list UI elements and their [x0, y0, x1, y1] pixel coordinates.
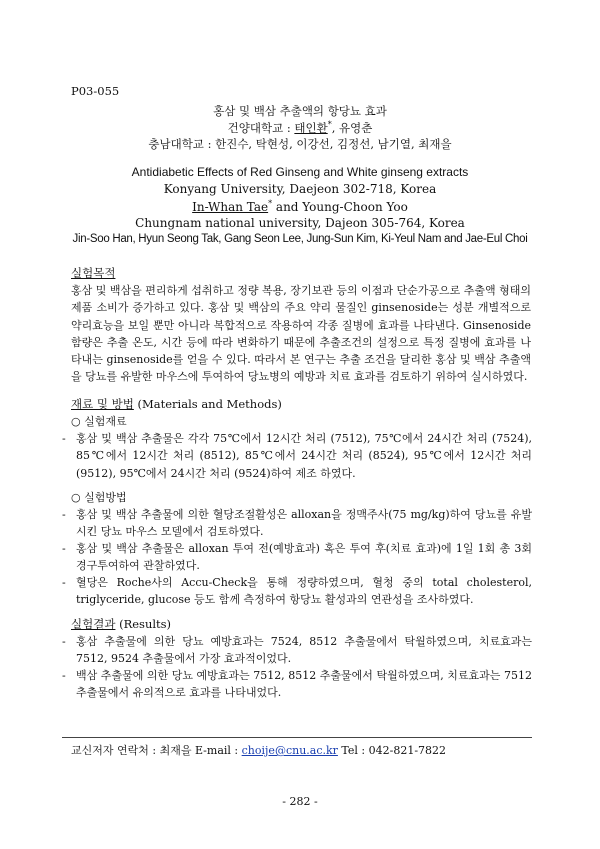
materials-label: ○ 실험재료: [71, 415, 127, 428]
results-heading: [71, 616, 171, 632]
email-link[interactable]: choije@cnu.ac.kr: [241, 744, 338, 757]
methods-item-text: 홍삼 및 백삼 추출물은 alloxan 투여 전(예방효과) 혹은 투여 후(치료 효과)에 1일 1회 총 3회 경구투여하여 관찰하였다.: [76, 542, 532, 573]
affiliation-en-2: Chungnam national university, Dajeon 305-764, Korea: [135, 216, 465, 230]
purpose-heading: 실험목적: [71, 266, 116, 280]
title-english: Antidiabetic Effects of Red Ginseng and White ginseng extracts: [131, 165, 469, 179]
authors-english-line1: [0, 199, 600, 214]
methods-item-text: 홍삼 및 백삼 추출물에 의한 혈당조절활성은 alloxan을 정맥주사(75 mg/kg)하여 당뇨를 유발시킨 당뇨 마우스 모델에서 검토하였다.: [76, 508, 532, 539]
contact-tel: Tel : 042-821-7822: [337, 744, 447, 757]
methods-heading-ko: 재료 및 방법: [71, 397, 134, 411]
results-heading-en: (Results): [115, 617, 172, 631]
paper-code: P03-055: [71, 84, 120, 98]
methods-label: ○ 실험방법: [71, 491, 127, 504]
presenter-name-en: In-Whan Tae: [192, 200, 269, 214]
list-dash: -: [62, 635, 66, 648]
corresponding-mark: *: [327, 120, 332, 130]
page-number: - 282 -: [282, 795, 318, 808]
methods-item: [62, 574, 532, 609]
purpose-paragraph: 홍삼 및 백삼을 편리하게 섭취하고 정량 복용, 장기보관 등의 이점과 단순가공으로 추출액 형태의 제품 소비가 증가하고 있다. 홍삼 및 백삼의 주요 약리 물질인 ginsenoside는 성분 개별적으로 약리효능을 보일 뿐만 아니라 복합적으로 작용하여 각종 질병에 효과를 나타낸다. Ginsenoside 함량은 추출 온도, 시간 등에 따라 변화하기 때문에 추출조건의 설정으로 특정 질병에 효과를 나타내는 ginsenoside를 얻을 수 있다. 따라서 본 연구는 추출 조건을 달리한 홍삼 및 백삼 추출액을 당뇨를 유발한 마우스에 투여하여 당뇨병의 예방과 치료 효과를 검토하기 위하여 실시하였다.: [71, 284, 531, 384]
methods-item-text: 혈당은 Roche사의 Accu-Check을 통해 정량하였으며, 혈청 중의 total cholesterol, triglyceride, glucose 등도 함께 측정하여 항당뇨 활성과의 연관성을 조사하였다.: [76, 576, 532, 607]
authors-english-line2: Jin-Soo Han, Hyun Seong Tak, Gang Seon Lee, Jung-Sun Kim, Ki-Yeul Nam and Jae-Eul Choi: [72, 233, 528, 245]
presenter-name-ko: 태인환: [294, 121, 328, 135]
results-item-text: 홍삼 추출물에 의한 당뇨 예방효과는 7524, 8512 추출물에서 탁월하였으며, 치료효과는 7512, 9524 추출물에서 가장 효과적이었다.: [76, 635, 532, 666]
corresponding-mark-en: *: [268, 199, 273, 208]
list-dash: -: [62, 432, 66, 445]
coauthor-name-ko: , 유영춘: [331, 121, 373, 135]
results-item: [62, 667, 532, 702]
affiliation-en-1: Konyang University, Daejeon 302-718, Korea: [163, 182, 437, 196]
results-heading-ko: 실험결과: [71, 617, 116, 631]
footer-divider: [62, 737, 532, 738]
list-dash: -: [62, 542, 66, 555]
list-dash: -: [62, 508, 66, 521]
materials-item-text: 홍삼 및 백삼 추출물은 각각 75℃에서 12시간 처리 (7512), 75℃에서 24시간 처리 (7524), 85℃에서 12시간 처리 (8512), 85℃에서 24시간 처리 (8524), 95℃에서 12시간 처리 (9512), 95℃에서 24시간 처리 (9524)하여 제조 하였다.: [76, 432, 532, 480]
results-item-text: 백삼 추출물에 의한 당뇨 예방효과는 7512, 8512 추출물에서 탁월하였으며, 치료효과는 7512 추출물에서 유의적으로 효과를 나타내었다.: [76, 669, 532, 700]
methods-heading: [71, 396, 282, 412]
materials-item: [62, 430, 532, 482]
methods-heading-en: (Materials and Methods): [133, 397, 282, 411]
methods-item: [62, 540, 532, 575]
authors-korean-line1: [0, 120, 600, 136]
coauthor-name-en: and Young-Choon Yoo: [272, 200, 408, 214]
affiliation-prefix: 건양대학교 :: [227, 121, 295, 135]
title-korean: 홍삼 및 백삼 추출액의 항당뇨 효과: [213, 104, 387, 118]
corresponding-contact: [71, 742, 446, 758]
list-dash: -: [62, 576, 66, 589]
list-dash: -: [62, 669, 66, 682]
results-item: [62, 633, 532, 668]
methods-item: [62, 506, 532, 541]
contact-prefix: 교신저자 연락처 : 최재을 E-mail :: [71, 744, 242, 757]
authors-korean-line2: 충남대학교 : 한진수, 탁현성, 이강선, 김정선, 남기열, 최재을: [148, 137, 452, 151]
